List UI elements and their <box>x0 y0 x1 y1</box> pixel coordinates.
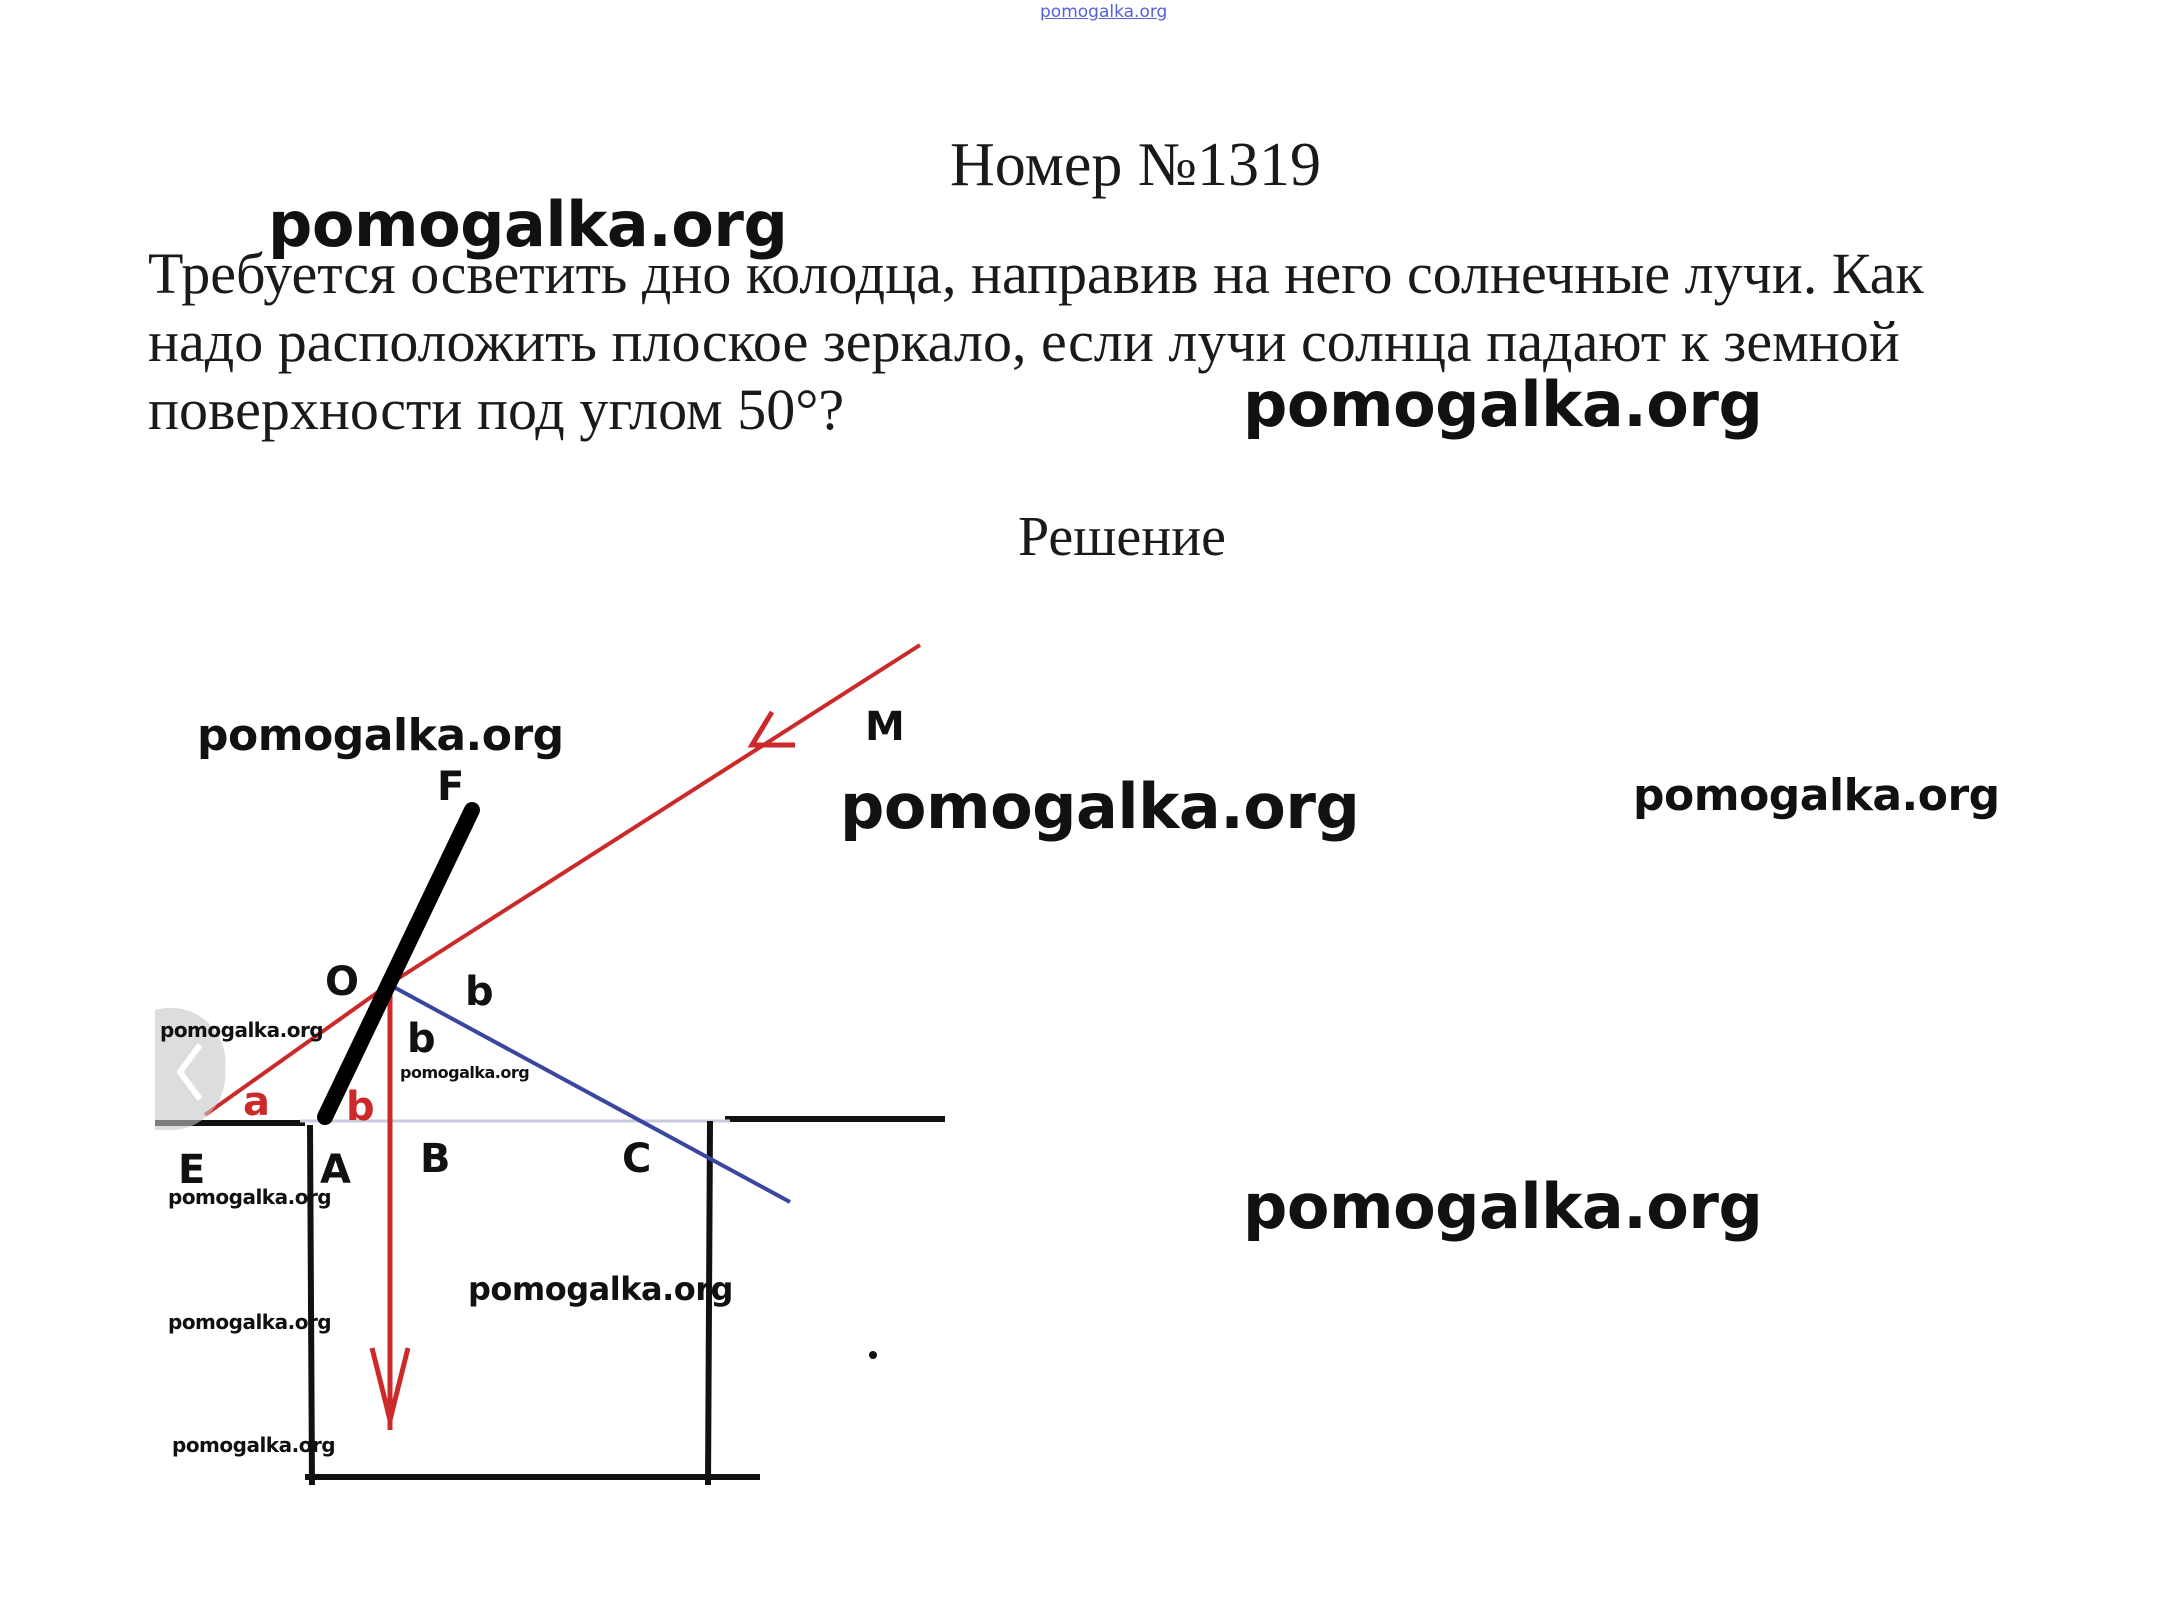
watermark: pomogalka.org <box>468 1270 733 1308</box>
label-b-lower: b <box>346 1084 375 1130</box>
label-F: F <box>437 764 465 810</box>
watermark: pomogalka.org <box>197 710 564 761</box>
label-M: M <box>865 704 905 750</box>
page-title: Номер №1319 <box>950 131 1322 199</box>
label-E: E <box>178 1147 206 1193</box>
stray-dot <box>869 1351 877 1359</box>
watermark: pomogalka.org <box>168 1310 332 1334</box>
problem-statement: Требуется осветить дно колодца, направив на него солнечные лучи. Как надо расположить плоское зеркало, если лучи солнца падают к земной поверхности под углом 50°? <box>148 241 1924 442</box>
watermark: pomogalka.org <box>168 1185 332 1209</box>
watermark: pomogalka.org <box>1633 770 2000 821</box>
solution-heading: Решение <box>1018 506 1227 568</box>
label-B: B <box>420 1136 451 1182</box>
label-A: A <box>320 1147 351 1193</box>
label-a: a <box>243 1079 270 1125</box>
well-left-wall <box>310 1125 312 1485</box>
label-b-middle: b <box>407 1016 436 1062</box>
watermark: pomogalka.org <box>1243 368 1763 441</box>
label-C: C <box>622 1136 652 1182</box>
watermark: pomogalka.org <box>840 770 1360 843</box>
watermark: pomogalka.org <box>172 1433 336 1457</box>
watermark: pomogalka.org <box>400 1063 530 1082</box>
watermark: pomogalka.org <box>160 1018 324 1042</box>
site-link[interactable]: pomogalka.org <box>1040 2 1168 22</box>
label-b-upper: b <box>465 969 494 1015</box>
watermark: pomogalka.org <box>1243 1170 1763 1243</box>
watermark: pomogalka.org <box>268 188 788 261</box>
label-O: O <box>325 959 360 1005</box>
